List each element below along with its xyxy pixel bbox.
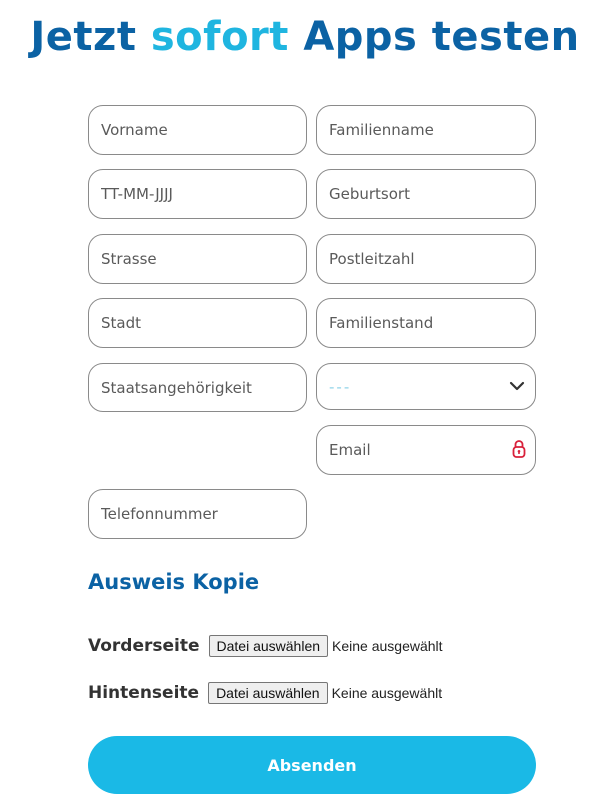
lock-icon[interactable] — [512, 439, 526, 463]
familienstand-field[interactable] — [316, 298, 536, 348]
front-upload-label: Vorderseite — [88, 636, 200, 656]
telefonnummer-field[interactable] — [88, 489, 307, 539]
email-input[interactable] — [329, 426, 501, 474]
front-file-button[interactable]: Datei auswählen — [209, 635, 329, 657]
select-value: --- — [329, 377, 352, 396]
staatsangehoerigkeit-field[interactable] — [88, 363, 307, 412]
back-file-status: Keine ausgewählt — [331, 685, 443, 701]
familienname-field[interactable] — [316, 105, 536, 155]
section-title: Ausweis Kopie — [88, 570, 260, 594]
strasse-field[interactable] — [88, 234, 307, 284]
geburtsort-field[interactable] — [316, 169, 536, 219]
stadt-field[interactable] — [88, 298, 307, 348]
postleitzahl-field[interactable] — [316, 234, 536, 284]
strasse-input[interactable] — [101, 235, 306, 283]
page-title — [0, 14, 610, 60]
select-dropdown[interactable] — [316, 363, 536, 410]
familienstand-input[interactable] — [329, 299, 535, 347]
stadt-input[interactable] — [101, 299, 306, 347]
back-upload-label: Hintenseite — [88, 683, 200, 703]
title-part2: Apps testen — [288, 14, 580, 60]
email-field[interactable] — [316, 425, 536, 475]
chevron-down-icon — [509, 378, 525, 398]
back-file-button[interactable]: Datei auswählen — [208, 682, 328, 704]
geburtsort-input[interactable] — [329, 170, 535, 218]
back-upload-row — [88, 682, 442, 704]
front-upload-row — [88, 635, 443, 657]
postleitzahl-input[interactable] — [329, 235, 535, 283]
front-file-status: Keine ausgewählt — [332, 638, 443, 654]
vorname-field[interactable] — [88, 105, 307, 155]
geburtsdatum-input[interactable] — [101, 170, 306, 218]
title-part1: Jetzt — [30, 14, 151, 60]
submit-button[interactable]: Absenden — [88, 736, 536, 794]
title-accent: sofort — [150, 14, 289, 60]
staatsangehoerigkeit-input[interactable] — [101, 364, 306, 411]
vorname-input[interactable] — [101, 106, 306, 154]
geburtsdatum-field[interactable] — [88, 169, 307, 219]
familienname-input[interactable] — [329, 106, 535, 154]
telefonnummer-input[interactable] — [101, 490, 306, 538]
